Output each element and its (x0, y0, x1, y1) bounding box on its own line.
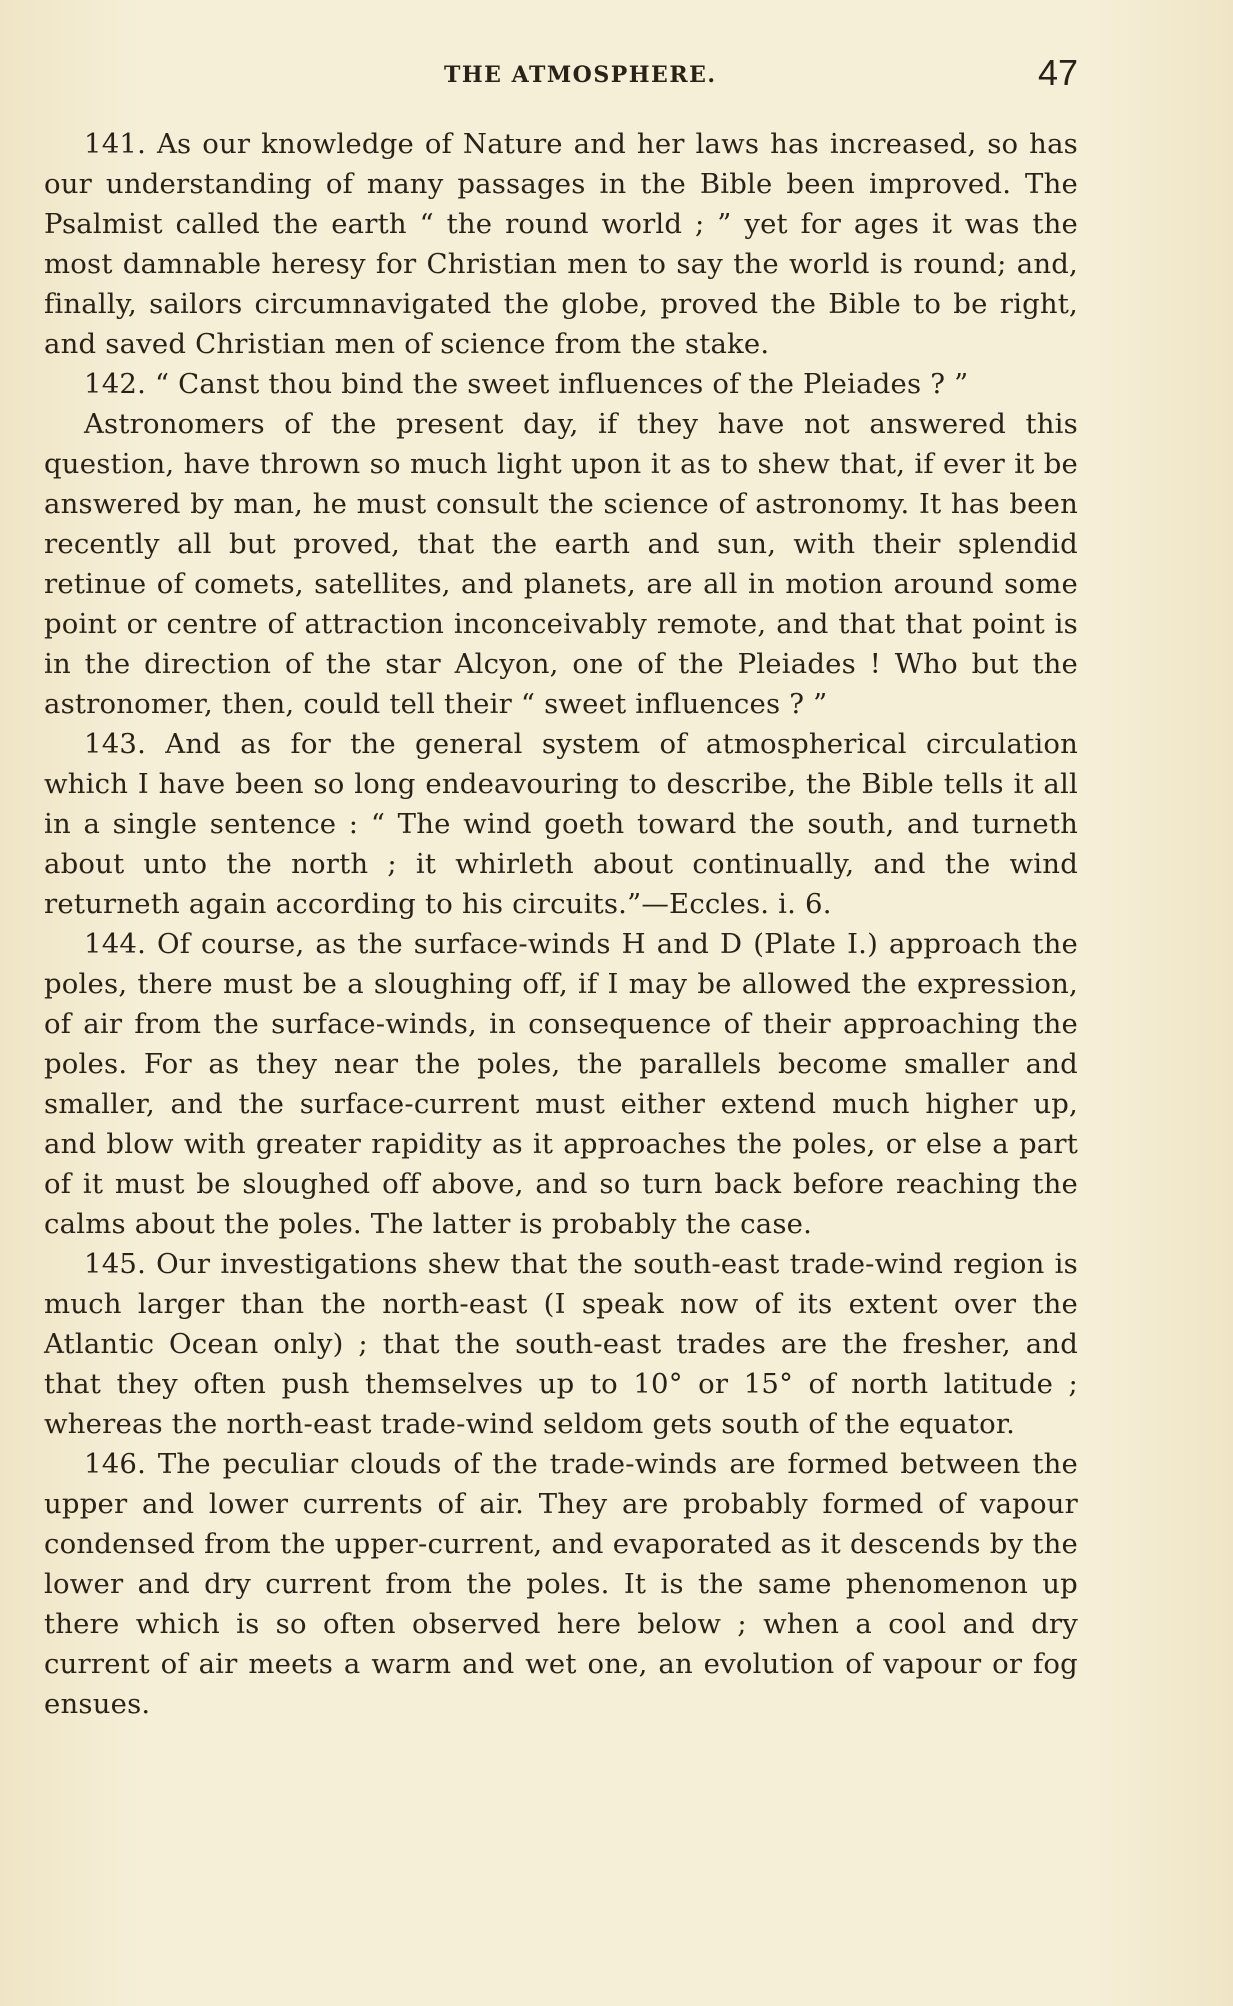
paragraph-146: 146. The peculiar clouds of the trade-winds are formed between the upper and lower currents of air. They are probably formed of vapour condensed from the upper-current, and evaporated as it descends by the lower and dry current from the poles. It is the same phenomenon up there which is so often observed here below ; when a cool and dry current of air meets a warm and wet one, an evolution of vapour or fog ensues. (44, 1448, 1078, 1720)
running-head (44, 50, 1078, 102)
paragraph-143: 143. And as for the general system of atmospherical circulation which I have been so long endeavouring to describe, the Bible tells it all in a single sentence : “ The wind goeth toward the south, and turneth about unto the north ; it whirleth about continually, and the wind returneth again according to his circuits.”—Eccles. i. 6. (44, 728, 1078, 920)
paragraph-141: 141. As our knowledge of Nature and her laws has increased, so has our understanding of many passages in the Bible been improved. The Psalmist called the earth “ the round world ; ” yet for ages it was the most damnable heresy for Christian men to say the world is round; and, finally, sailors circumnavigated the globe, proved the Bible to be right, and saved Christian men of science from the stake. (44, 128, 1078, 360)
page-title: THE ATMOSPHERE. (444, 62, 717, 88)
paragraph-142: 142. “ Canst thou bind the sweet influences of the Pleiades ? ” (84, 368, 969, 400)
page-number: 47 (1037, 52, 1078, 93)
paragraph-142-continued: Astronomers of the present day, if they have not answered this question, have thrown so much light upon it as to shew that, if ever it be answered by man, he must consult the science of astronomy. It has been recently all but proved, that the earth and sun, with their splendid retinue of comets, satellites, and planets, are all in motion around some point or centre of attraction inconceivably remote, and that that point is in the direction of the star Alcyon, one of the Pleiades ! Who but the astronomer, then, could tell their “ sweet influences ? ” (44, 408, 1078, 720)
body-text (44, 124, 1078, 1724)
paragraph-144: 144. Of course, as the surface-winds H and D (Plate I.) approach the poles, there must be a sloughing off, if I may be allowed the expression, of air from the surface-winds, in consequence of their approaching the poles. For as they near the poles, the parallels become smaller and smaller, and the surface-current must either extend much higher up, and blow with greater rapidity as it approaches the poles, or else a part of it must be sloughed off above, and so turn back before reaching the calms about the poles. The latter is probably the case. (44, 928, 1078, 1240)
paragraph-145: 145. Our investigations shew that the south-east trade-wind region is much larger than the north-east (I speak now of its extent over the Atlantic Ocean only) ; that the south-east trades are the fresher, and that they often push themselves up to 10° or 15° of north latitude ; whereas the north-east trade-wind seldom gets south of the equator. (44, 1248, 1078, 1440)
